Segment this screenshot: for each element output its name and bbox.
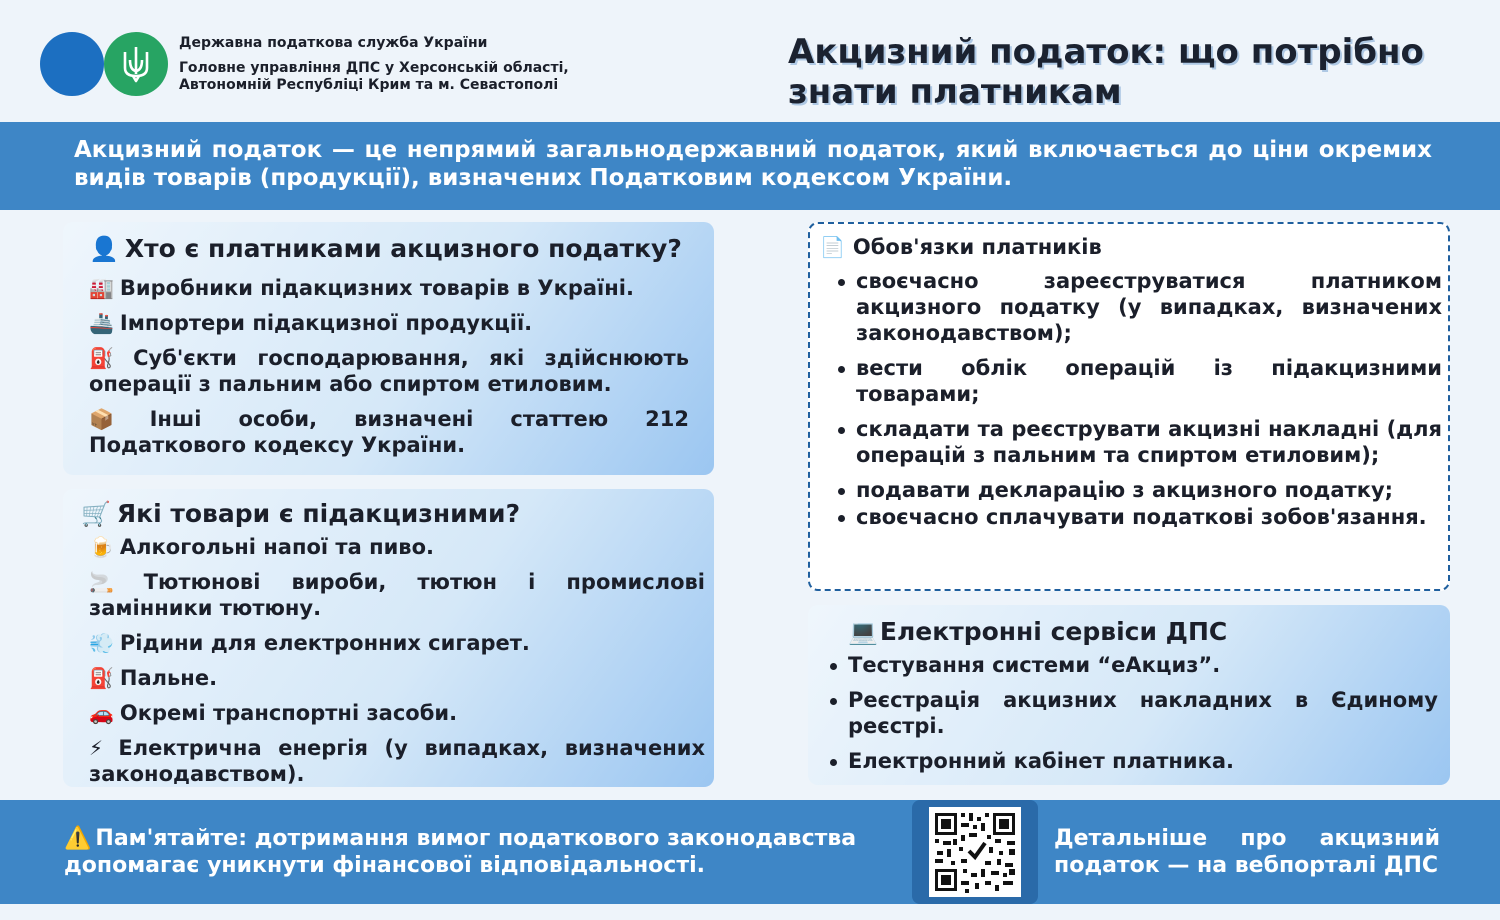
warning-icon: ⚠️ — [64, 826, 92, 851]
list-item: 📦 Інші особи, визначені статтею 212 Податкового кодексу України. — [89, 407, 690, 457]
payers-card-title — [89, 234, 682, 264]
duties-list — [834, 268, 1442, 539]
list-item: 💨 Рідини для електронних сигарет. — [89, 631, 530, 655]
cigarette-icon: 🚬 — [89, 570, 138, 594]
payers-title-text: Хто є платниками акцизного податку? — [124, 234, 682, 263]
list-item: 🚗 Окремі транспортні засоби. — [89, 701, 458, 725]
list-item: складати та реєструвати акцизні накладні (для операцій з пальним та спиртом етиловим); — [834, 416, 1442, 468]
eservices-card-title — [848, 617, 1227, 647]
trident-icon — [121, 44, 151, 84]
eservices-title-text: Електронні сервіси ДПС — [879, 617, 1228, 646]
qr-code-icon — [929, 807, 1021, 897]
list-item: подавати декларацію з акцизного податку; — [834, 477, 1442, 503]
payers-card — [63, 222, 714, 475]
org-line-1: Державна податкова служба України — [179, 35, 488, 51]
lightning-icon: ⚡ — [89, 736, 113, 760]
page-title — [788, 32, 1468, 112]
definition-text: Акцизний податок — це непрямий загальнодержавний податок, який включається до ціни окремих видів товарів (продукції), визначених Податковим кодексом України. — [74, 137, 1432, 191]
list-item: Реєстрація акцизних накладних в Єдиному реєстрі. — [826, 687, 1438, 739]
duties-card — [808, 222, 1450, 591]
document-icon: 📄 — [820, 235, 845, 259]
goods-card-title — [81, 499, 520, 529]
dps-logo-trident-circle — [104, 32, 168, 96]
package-icon: 📦 — [89, 407, 144, 431]
more-info-text: Детальніше про акцизний податок — на вебпорталі ДПС — [1054, 826, 1440, 878]
person-icon: 👤 — [89, 235, 119, 263]
list-item: ⛽ Пальне. — [89, 666, 218, 690]
header — [0, 0, 1500, 122]
ship-icon: 🚢 — [89, 311, 114, 335]
page-title-line-2: знати платникам — [788, 72, 1122, 112]
payers-list — [89, 275, 689, 467]
goods-title-text: Які товари є підакцизними? — [116, 499, 521, 528]
list-item: 🚢 Імпортери підакцизної продукції. — [89, 311, 533, 335]
list-item: 🚬 Тютюнові вироби, тютюн і промислові замінники тютюну. — [89, 570, 705, 620]
reminder-text: ⚠️ Пам'ятайте: дотримання вимог податкового законодавства допомагає уникнути фінансової відповідальності. — [64, 826, 857, 878]
list-item: Електронний кабінет платника. — [826, 748, 1438, 774]
org-line-2: Головне управління ДПС у Херсонській області, — [179, 60, 569, 76]
laptop-icon: 💻 — [848, 618, 878, 646]
factory-icon: 🏭 — [89, 276, 114, 300]
beer-icon: 🍺 — [89, 535, 114, 559]
list-item: 🏭 Виробники підакцизних товарів в Україні. — [89, 276, 634, 300]
bottom-strip — [0, 904, 1500, 920]
vapor-icon: 💨 — [89, 631, 114, 655]
fuel-pump-icon: ⛽ — [89, 346, 128, 370]
excisable-goods-card — [63, 489, 714, 787]
car-icon: 🚗 — [89, 701, 114, 725]
organization-name — [179, 35, 569, 94]
list-item: ⛽ Суб'єкти господарювання, які здійснюють операції з пальним або спиртом етиловим. — [89, 346, 689, 396]
list-item: своєчасно сплачувати податкові зобов'язання. — [834, 504, 1442, 530]
qr-code[interactable] — [929, 807, 1021, 897]
duties-title-text: Обов'язки платників — [852, 235, 1102, 259]
list-item: вести облік операцій із підакцизними товарами; — [834, 355, 1442, 407]
goods-list — [89, 534, 705, 796]
org-line-3: Автономній Республіці Крим та м. Севастополі — [179, 77, 559, 93]
shopping-cart-icon: 🛒 — [81, 500, 111, 528]
dps-logo-blue-circle — [40, 32, 104, 96]
list-item: ⚡ Електрична енергія (у випадках, визначених законодавством). — [89, 736, 706, 786]
eservices-list — [826, 652, 1438, 783]
list-item: 🍺 Алкогольні напої та пиво. — [89, 535, 434, 559]
list-item: своєчасно зареєструватися платником акцизного податку (у випадках, визначених законодавством); — [834, 268, 1442, 346]
page-title-line-1: Акцизний податок: що потрібно — [788, 32, 1424, 72]
fuel-pump-icon: ⛽ — [89, 666, 114, 690]
duties-card-title — [820, 234, 1102, 260]
eservices-card — [808, 605, 1450, 785]
list-item: Тестування системи “еАкциз”. — [826, 652, 1438, 678]
